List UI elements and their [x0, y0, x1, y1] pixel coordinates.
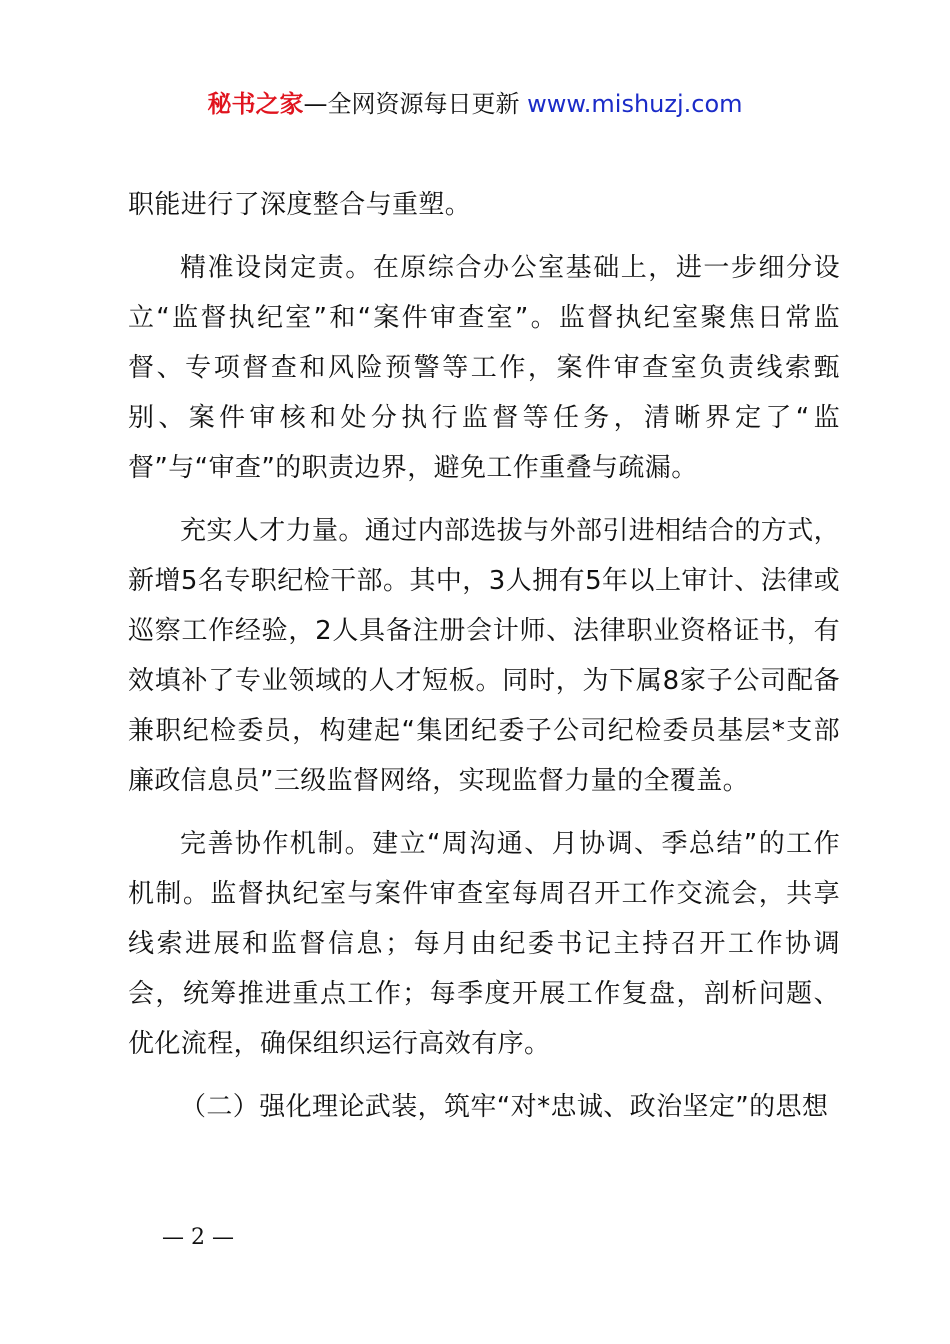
paragraph-talent: 充实人才力量。通过内部选拔与外部引进相结合的方式，新增5名专职纪检干部。其中，3人拥有5年以上审计、法律或巡察工作经验，2人具备注册会计师、法律职业资格证书，有效填补了专业领域的人才短板。同时，为下属8家子公司配备兼职纪检委员，构建起“集团纪委子公司纪检委员基层*支部廉政信息员”三级监督网络，实现监督力量的全覆盖。 — [128, 516, 841, 796]
site-tagline: —全网资源每日更新 — [303, 90, 528, 118]
document-body — [128, 180, 840, 1145]
section-heading-theory: （二）强化理论武装，筑牢“对*忠诚、政治坚定”的思想 — [180, 1092, 829, 1122]
site-brand: 秘书之家 — [207, 90, 304, 118]
site-url[interactable]: www.mishuzj.com — [527, 90, 743, 118]
page-number: — 2 — — [162, 1225, 234, 1250]
site-header — [0, 86, 950, 122]
paragraph-coordination: 完善协作机制。建立“周沟通、月协调、季总结”的工作机制。监督执纪室与案件审查室每周召开工作交流会，共享线索进展和监督信息；每月由纪委书记主持召开工作协调会，统筹推进重点工作；每季度开展工作复盘，剖析问题、优化流程，确保组织运行高效有序。 — [128, 829, 840, 1059]
paragraph-job-positions: 精准设岗定责。在原综合办公室基础上，进一步细分设立“监督执纪室”和“案件审查室”。监督执纪室聚焦日常监督、专项督查和风险预警等工作，案件审查室负责线索甄别、案件审核和处分执行监督等任务，清晰界定了“监督”与“审查”的职责边界，避免工作重叠与疏漏。 — [128, 253, 840, 483]
paragraph-continuation: 职能进行了深度整合与重塑。 — [128, 190, 472, 220]
